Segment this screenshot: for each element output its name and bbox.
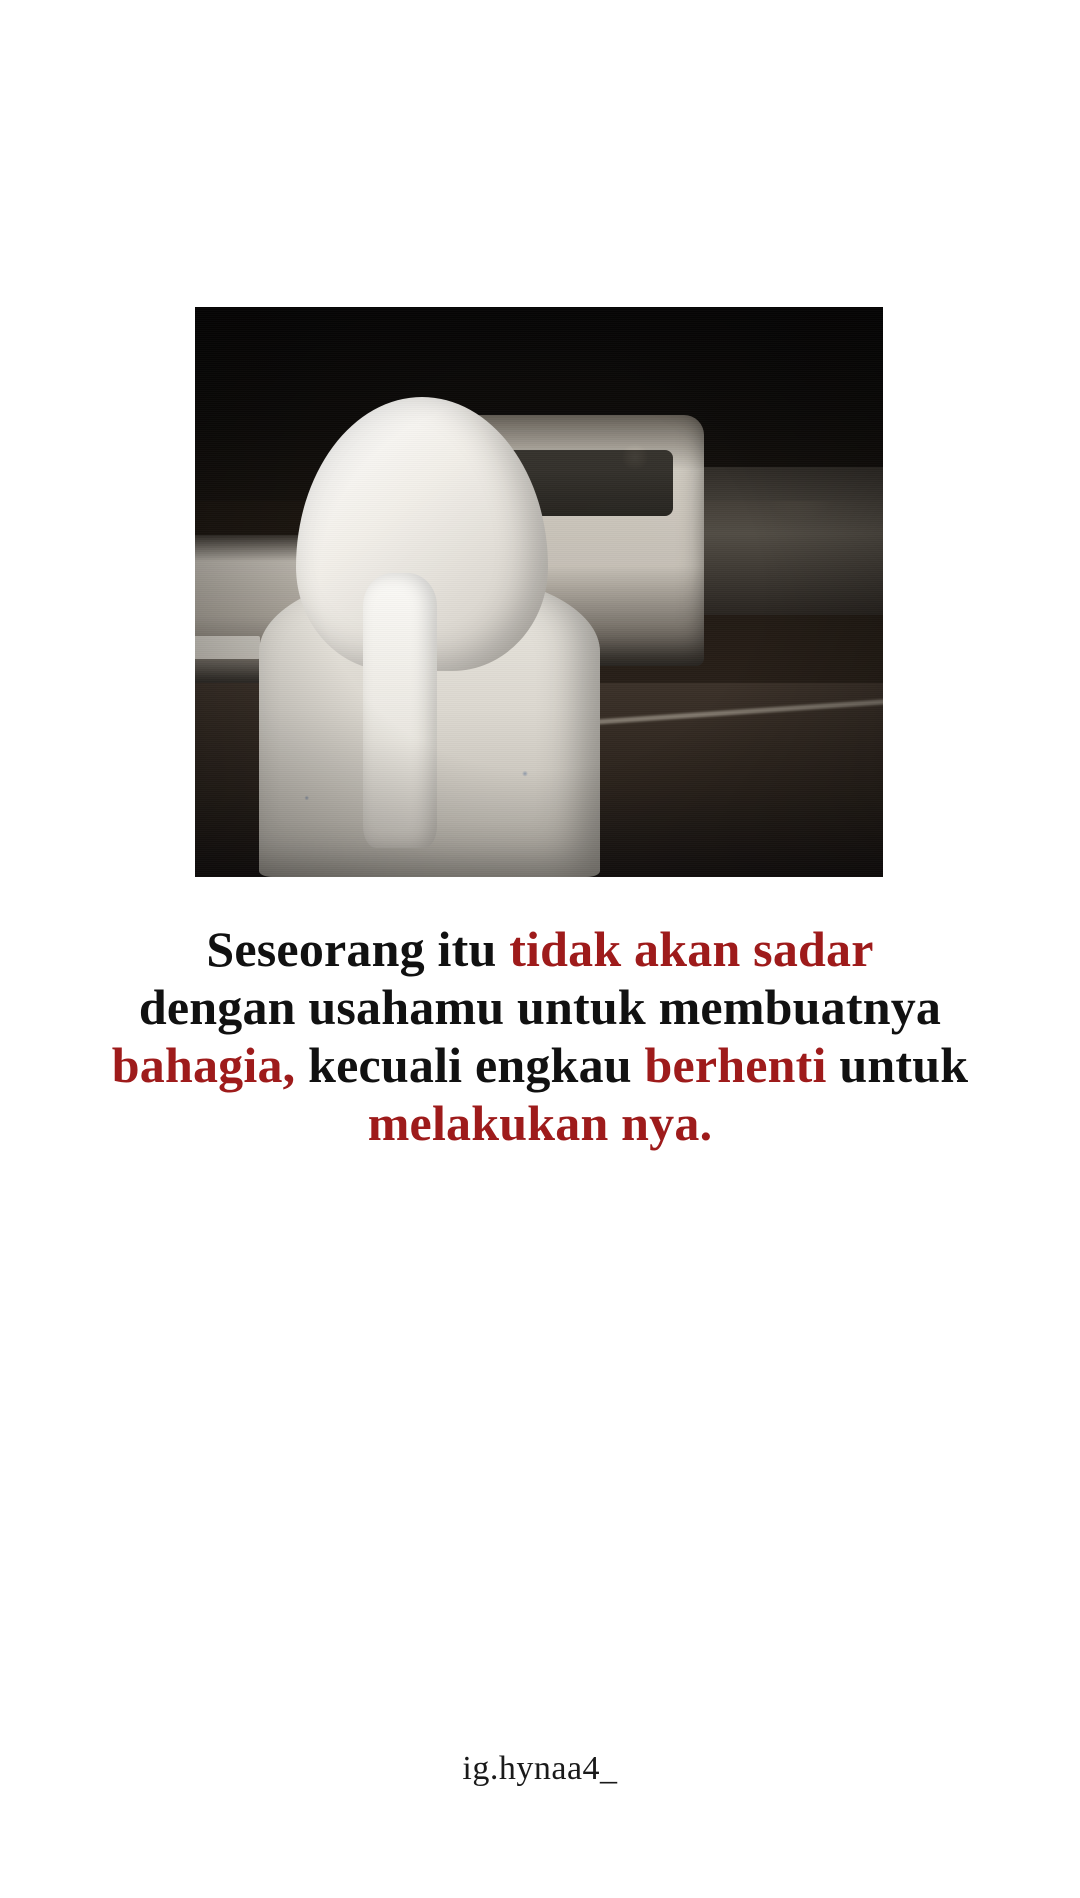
car-right bbox=[690, 467, 883, 615]
subject-person bbox=[236, 387, 608, 877]
caption-highlight: melakukan nya. bbox=[367, 1095, 713, 1151]
caption-line bbox=[60, 978, 1020, 1036]
caption-text: kecuali engkau bbox=[295, 1037, 645, 1093]
caption-highlight: bahagia, bbox=[111, 1037, 296, 1093]
quote-caption bbox=[60, 920, 1020, 1152]
caption-highlight: tidak akan sadar bbox=[509, 921, 874, 977]
photo-scene bbox=[195, 307, 883, 877]
caption-text: untuk bbox=[826, 1037, 969, 1093]
hijab-veil-tail bbox=[363, 573, 437, 848]
caption-line bbox=[60, 1094, 1020, 1152]
caption-line bbox=[60, 920, 1020, 978]
caption-text: Seseorang itu bbox=[206, 921, 510, 977]
author-handle: ig.hynaa4_ bbox=[462, 1750, 618, 1787]
caption-line bbox=[60, 1036, 1020, 1094]
caption-text: dengan usahamu untuk membuatnya bbox=[138, 979, 942, 1035]
caption-highlight: berhenti bbox=[644, 1037, 827, 1093]
post-image bbox=[195, 307, 883, 877]
